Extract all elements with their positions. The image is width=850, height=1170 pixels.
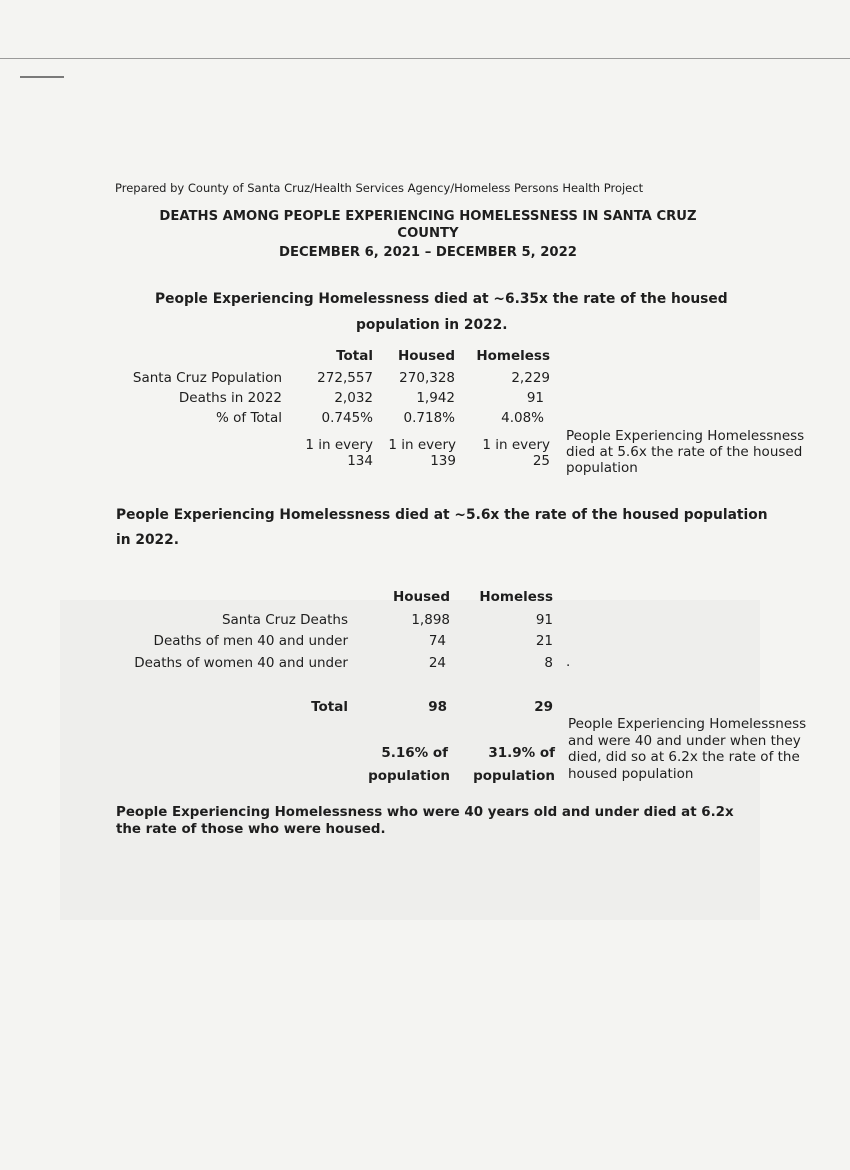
col-header-homeless: Homeless xyxy=(476,348,550,364)
total-housed: 98 xyxy=(428,699,447,715)
ratio-total: 1 in every 134 xyxy=(305,437,373,469)
cell-housed: 1,898 xyxy=(411,612,450,628)
section1-side-note: People Experiencing Homelessness died at 5.6x the rate of the housed population xyxy=(566,428,805,476)
cell-housed: 270,328 xyxy=(399,370,455,386)
section2-heading-line1: People Experiencing Homelessness died at ~5.6x the rate of the housed population xyxy=(116,507,768,523)
col-header-housed: Housed xyxy=(397,348,455,364)
ratio-homeless: 1 in every 25 xyxy=(482,437,550,469)
pct-homeless: 31.9% of population xyxy=(473,745,555,784)
cell-total: 0.745% xyxy=(321,410,373,426)
col-header-housed: Housed xyxy=(392,589,450,605)
cell-homeless: 8 xyxy=(544,655,553,671)
ratio-housed: 1 in every 139 xyxy=(388,437,456,469)
section1-heading-line2: population in 2022. xyxy=(356,317,508,333)
section2-side-note: People Experiencing Homelessness and were 40 and under when they died, did so at 6.2x the rate of the housed population xyxy=(568,716,807,782)
row-label: % of Total xyxy=(216,410,282,426)
scan-margin-mark xyxy=(20,76,64,78)
col-header-homeless: Homeless xyxy=(479,589,553,605)
stray-mark: . xyxy=(566,654,571,670)
cell-homeless: 21 xyxy=(535,633,553,649)
conclusion-line1: People Experiencing Homelessness who were 40 years old and under died at 6.2x xyxy=(116,805,734,820)
section1-heading-line1: People Experiencing Homelessness died at ~6.35x the rate of the housed xyxy=(155,291,728,307)
cell-total: 2,032 xyxy=(334,390,373,406)
cell-housed: 74 xyxy=(428,633,446,649)
cell-housed: 1,942 xyxy=(416,390,455,406)
row-label: Deaths of men 40 and under xyxy=(153,633,348,649)
row-label: Santa Cruz Population xyxy=(132,370,282,386)
document-date-range: DECEMBER 6, 2021 – DECEMBER 5, 2022 xyxy=(279,245,577,260)
row-label: Deaths of women 40 and under xyxy=(134,655,348,671)
cell-housed: 24 xyxy=(428,655,446,671)
cell-homeless: 91 xyxy=(526,390,544,406)
total-homeless: 29 xyxy=(534,699,553,715)
document-title-line1: DEATHS AMONG PEOPLE EXPERIENCING HOMELESSNESS IN SANTA CRUZ xyxy=(159,209,697,224)
prepared-by-line: Prepared by County of Santa Cruz/Health Services Agency/Homeless Persons Health Project xyxy=(115,181,644,195)
conclusion-line2: the rate of those who were housed. xyxy=(116,822,386,837)
section2-heading-line2: in 2022. xyxy=(116,532,179,548)
pct-housed: 5.16% of population xyxy=(368,745,450,784)
cell-homeless: 91 xyxy=(535,612,553,628)
cell-total: 272,557 xyxy=(317,370,373,386)
total-label: Total xyxy=(311,699,348,715)
col-header-total: Total xyxy=(336,348,373,364)
cell-homeless: 4.08% xyxy=(501,410,544,426)
cell-housed: 0.718% xyxy=(403,410,455,426)
scan-page-edge xyxy=(0,58,850,59)
cell-homeless: 2,229 xyxy=(511,370,550,386)
row-label: Santa Cruz Deaths xyxy=(221,612,348,628)
document-title-line2: COUNTY xyxy=(397,226,459,241)
row-label: Deaths in 2022 xyxy=(178,390,282,406)
